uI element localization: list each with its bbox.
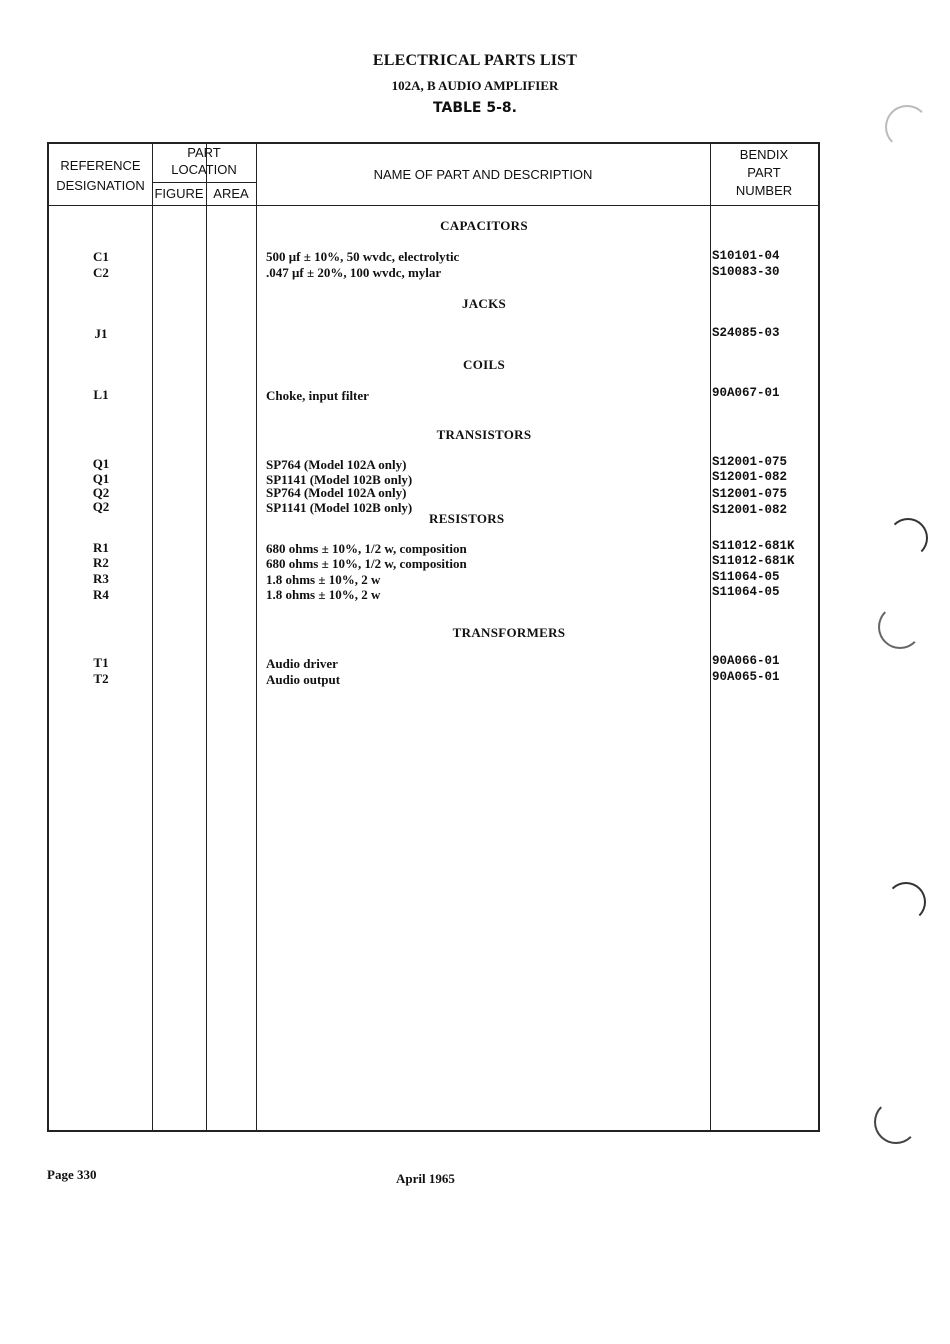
binder-hole-mark (874, 1100, 918, 1144)
part-description: SP764 (Model 102A only) (266, 457, 407, 472)
section-heading-transformers: TRANSFORMERS (452, 625, 566, 640)
col-header-bendix-line1: BENDIX (739, 147, 789, 162)
ref-designation: T1 (93, 655, 109, 670)
parts-table (47, 142, 820, 1132)
binder-hole-mark (888, 518, 928, 558)
col-header-reference (49, 156, 152, 196)
ref-designation: J1 (94, 326, 108, 341)
column-divider (710, 144, 711, 1130)
header-bottom-rule (49, 205, 818, 206)
section-heading-coils: COILS (463, 357, 505, 372)
section-heading-resistors: RESISTORS (429, 511, 505, 526)
col-header-bendix-line3: NUMBER (735, 183, 793, 198)
col-header-reference-line2: DESIGNATION (56, 178, 145, 193)
ref-designation: Q1 (92, 456, 110, 471)
part-description: 680 ohms ± 10%, 1/2 w, composition (266, 556, 467, 571)
part-number: 90A067-01 (712, 386, 780, 400)
column-divider (206, 144, 207, 1130)
ref-designation: C1 (93, 249, 109, 264)
part-description: SP1141 (Model 102B only) (266, 500, 413, 515)
part-number: S12001-082 (712, 503, 788, 517)
section-heading-transistors: TRANSISTORS (436, 427, 532, 442)
column-divider (152, 144, 153, 1130)
publication-date: April 1965 (396, 1171, 455, 1186)
part-number: S11064-05 (712, 585, 780, 599)
part-description: Audio output (266, 672, 341, 687)
ref-designation: T2 (93, 671, 109, 686)
section-heading-capacitors: CAPACITORS (440, 218, 528, 233)
col-header-part-location-line1: PART (187, 145, 221, 160)
part-description: 680 ohms ± 10%, 1/2 w, composition (266, 541, 467, 556)
col-header-name: NAME OF PART AND DESCRIPTION (373, 167, 593, 182)
part-number: S11012-681K (712, 554, 795, 568)
col-header-reference-line1: REFERENCE (60, 158, 141, 173)
part-description: 500 μf ± 10%, 50 wvdc, electrolytic (266, 249, 460, 264)
part-number: S11012-681K (712, 539, 795, 553)
header-subdivider (152, 182, 256, 183)
part-number: S11064-05 (712, 570, 780, 584)
page-number: Page 330 (47, 1167, 97, 1182)
part-description: 1.8 ohms ± 10%, 2 w (266, 572, 381, 587)
part-description: SP764 (Model 102A only) (266, 485, 407, 500)
ref-designation: R3 (93, 571, 109, 586)
col-header-bendix-line2: PART (747, 165, 781, 180)
ref-designation: Q2 (92, 499, 110, 514)
part-description: .047 μf ± 20%, 100 wvdc, mylar (266, 265, 442, 280)
part-number: S24085-03 (712, 326, 780, 340)
ref-designation: L1 (93, 387, 109, 402)
col-header-part-location-line2: LOCATION (171, 162, 237, 177)
part-description: Choke, input filter (266, 388, 369, 403)
col-header-part-location (152, 144, 256, 178)
part-description: SP1141 (Model 102B only) (266, 472, 413, 487)
ref-designation: Q2 (92, 485, 110, 500)
ref-designation: Q1 (92, 471, 110, 486)
part-description: 1.8 ohms ± 10%, 2 w (266, 587, 381, 602)
part-number: S10101-04 (712, 249, 780, 263)
column-divider (256, 144, 257, 1130)
ref-designation: R4 (93, 587, 109, 602)
part-number: S12001-075 (712, 455, 788, 469)
part-number: S10083-30 (712, 265, 780, 279)
part-number: S12001-082 (712, 470, 788, 484)
ref-designation: R1 (93, 540, 109, 555)
part-description: Audio driver (266, 656, 338, 671)
binder-hole-mark (878, 605, 922, 649)
section-heading-jacks: JACKS (461, 296, 507, 311)
part-number: 90A065-01 (712, 670, 780, 684)
table-number: TABLE 5-8. (433, 100, 517, 116)
document-subtitle: 102A, B AUDIO AMPLIFIER (391, 78, 559, 93)
document-title: ELECTRICAL PARTS LIST (372, 52, 578, 69)
binder-hole-mark (885, 105, 929, 149)
ref-designation: C2 (93, 265, 109, 280)
col-header-figure: FIGURE (154, 186, 204, 201)
col-header-area: AREA (213, 186, 249, 201)
col-header-bendix (710, 146, 818, 200)
part-number: 90A066-01 (712, 654, 780, 668)
ref-designation: R2 (93, 555, 109, 570)
part-number: S12001-075 (712, 487, 788, 501)
binder-hole-mark (886, 882, 926, 922)
